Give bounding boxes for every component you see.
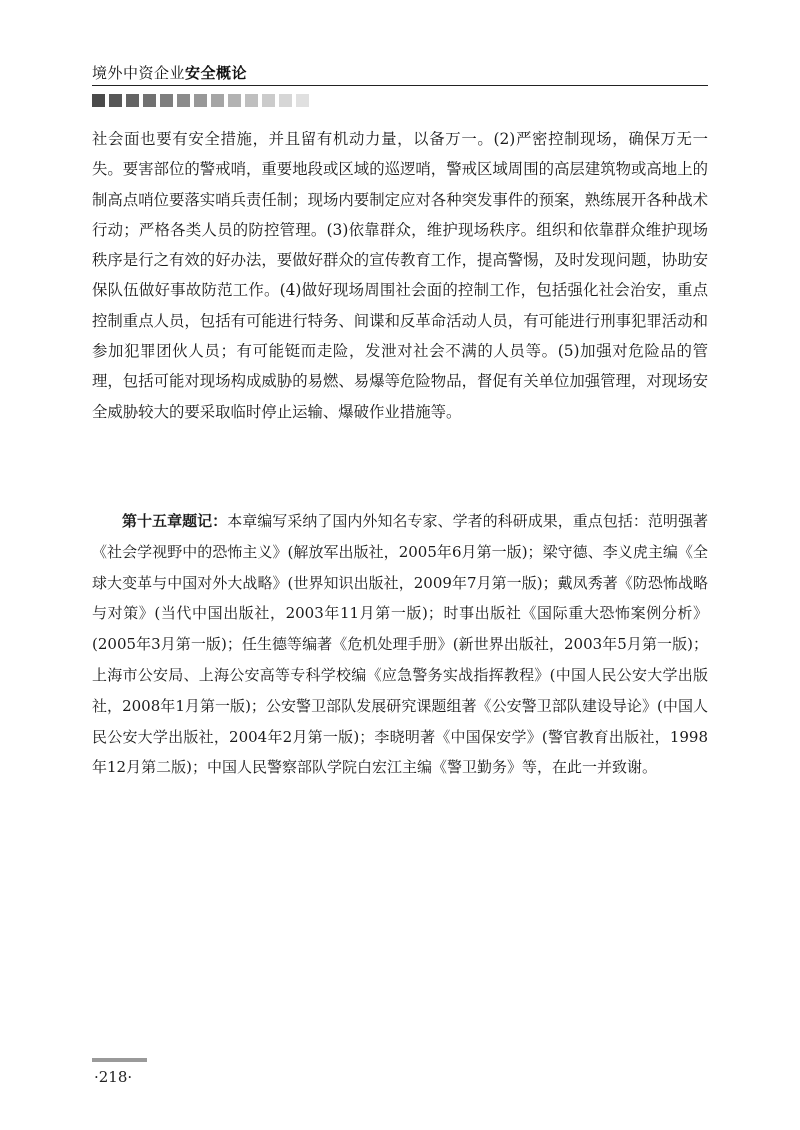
chapter-note (92, 506, 708, 783)
decorative-square (279, 94, 292, 107)
decorative-square (160, 94, 173, 107)
header-title-part2: 安全概论 (185, 64, 248, 82)
decorative-square (262, 94, 275, 107)
page-number: ·218· (94, 1068, 133, 1086)
body-paragraph: 社会面也要有安全措施，并且留有机动力量，以备万一。(2)严密控制现场，确保万无一失。要害部位的警戒哨，重要地段或区域的巡逻哨，警戒区域周围的高层建筑物或高地上的制高点哨位要落实哨兵责任制；现场内要制定应对各种突发事件的预案，熟练展开各种战术行动；严格各类人员的防控管理。(3)依靠群众，维护现场秩序。组织和依靠群众维护现场秩序是行之有效的好办法，要做好群众的宣传教育工作，提高警惕，及时发现问题，协助安保队伍做好事故防范工作。(4)做好现场周围社会面的控制工作，包括强化社会治安，重点控制重点人员，包括有可能进行特务、间谍和反革命活动人员，有可能进行刑事犯罪活动和参加犯罪团伙人员；有可能铤而走险，发泄对社会不满的人员等。(5)加强对危险品的管理，包括可能对现场构成威胁的易燃、易爆等危险物品，督促有关单位加强管理，对现场安全威胁较大的要采取临时停止运输、爆破作业措施等。 (92, 130, 708, 421)
decorative-square (211, 94, 224, 107)
decorative-square (177, 94, 190, 107)
decorative-square (194, 94, 207, 107)
footer-divider (92, 1058, 147, 1062)
running-header-title (92, 62, 247, 83)
decorative-square (143, 94, 156, 107)
decorative-square (92, 94, 105, 107)
header-divider (92, 85, 708, 86)
chapter-note-body: 本章编写采纳了国内外知名专家、学者的科研成果，重点包括：范明强著《社会学视野中的恐怖主义》(解放军出版社，2005年6月第一版)；梁守德、李义虎主编《全球大变革与中国对外大战略》(世界知识出版社，2009年7月第一版)；戴凤秀著《防恐怖战略与对策》(当代中国出版社，2003年11月第一版)；时事出版社《国际重大恐怖案例分析》(2005年3月第一版)；任生德等编著《危机处理手册》(新世界出版社，2003年5月第一版)；上海市公安局、上海公安高等专科学校编《应急警务实战指挥教程》(中国人民公安大学出版社，2008年1月第一版)；公安警卫部队发展研究课题组著《公安警卫部队建设导论》(中国人民公安大学出版社，2004年2月第一版)；李晓明著《中国保安学》(警官教育出版社，1998年12月第二版)；中国人民警察部队学院白宏江主编《警卫勤务》等，在此一并致谢。 (92, 512, 708, 777)
decorative-square (296, 94, 309, 107)
chapter-note-heading: 第十五章题记： (122, 512, 228, 530)
decorative-square (228, 94, 241, 107)
header-title-part1: 境外中资企业 (92, 64, 186, 82)
decorative-gradient-squares (92, 94, 309, 107)
decorative-square (126, 94, 139, 107)
decorative-square (245, 94, 258, 107)
decorative-square (109, 94, 122, 107)
